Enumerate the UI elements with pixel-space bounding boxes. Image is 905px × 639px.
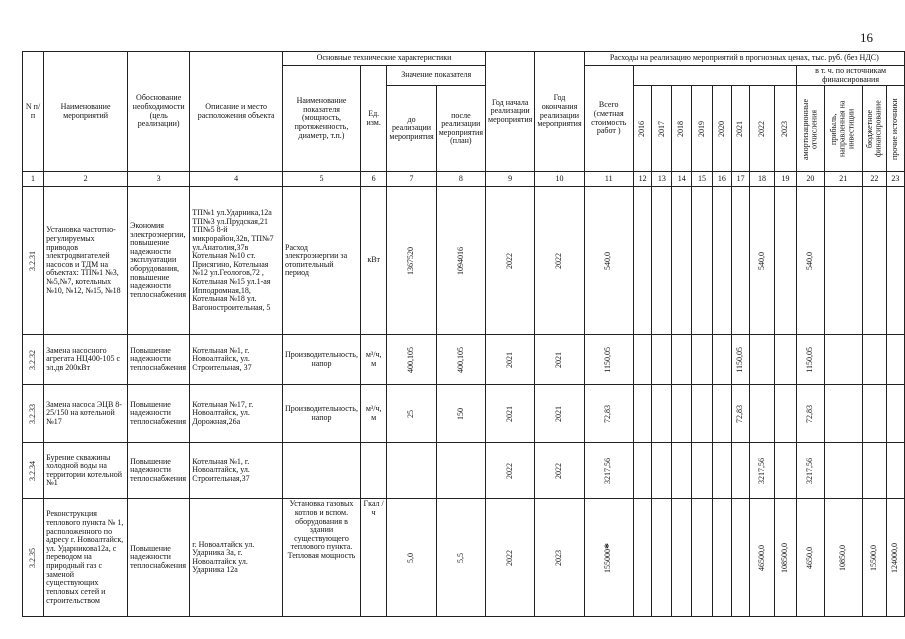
column-numbers-row — [23, 172, 905, 187]
column-number: 21 — [824, 172, 862, 187]
row-description: Котельная №17, г. Новоалтайск, ул. Дорожная,26а — [190, 385, 283, 443]
row-before: 400,105 — [406, 346, 416, 373]
table-row — [23, 335, 905, 385]
column-number: 6 — [360, 172, 386, 187]
row-end-year: 2021 — [554, 405, 564, 422]
row-before: 25 — [406, 409, 416, 418]
row-total: 540,0 — [603, 251, 613, 270]
header-tech-group: Основные технические характеристики — [283, 52, 486, 66]
row-indicator: Расход электроэнергии за отопительный период — [283, 187, 361, 335]
header-year: 2023 — [780, 120, 790, 137]
header-npp: N п/п — [23, 52, 44, 172]
header-indicator: Наименование показателя (мощность, протяженность, диаметр, т.п.) — [283, 66, 361, 172]
header-unit: Ед. изм. — [360, 66, 386, 172]
header-source-budget: бюджетное финансирование — [864, 100, 883, 158]
row-total: 3217,56 — [603, 457, 613, 484]
column-number: 4 — [190, 172, 283, 187]
row-end-year: 2022 — [554, 252, 564, 269]
column-number: 9 — [486, 172, 535, 187]
header-reason: Обоснование необходимости (цель реализации) — [128, 52, 190, 172]
header-start-year: Год начала реализации мероприятия — [486, 52, 535, 172]
row-unit: м³/ч, м — [360, 385, 386, 443]
row-name: Замена насосного агрегата НЦ400-105 с эл.дв 200кВт — [44, 335, 128, 385]
row-start-year: 2021 — [504, 351, 514, 368]
row-description: Котельная №1, г. Новоалтайск, ул. Строительная, 37 — [190, 335, 283, 385]
row-id: 3.2.31 — [27, 250, 37, 271]
column-number: 1 — [23, 172, 44, 187]
header-expense-group: Расходы на реализацию мероприятий в прогнозных ценах, тыс. руб. (без НДС) — [584, 52, 904, 66]
row-reason: Повышение надежности теплоснабжения — [128, 499, 190, 617]
header-description: Описание и место расположения объекта — [190, 52, 283, 172]
row-unit: кВт — [360, 187, 386, 335]
column-number: 14 — [672, 172, 692, 187]
row-reason: Повышение надежности теплоснабжения — [128, 335, 190, 385]
row-indicator: Производительность, напор — [283, 335, 361, 385]
column-number: 12 — [633, 172, 652, 187]
column-number: 8 — [436, 172, 485, 187]
row-2023: 108500,0 — [780, 542, 790, 573]
header-year: 2016 — [637, 120, 647, 137]
row-after: 150 — [455, 407, 465, 420]
row-name: Установка частотно-регулируемых приводов электродвигателей насосов и ТДМ на объектах: ТП№1 №3, №5,№7, котельных №10, №12, №15, №18 — [44, 187, 128, 335]
row-unit: Гкал /ч — [360, 499, 386, 617]
header-year: 2022 — [756, 120, 766, 137]
row-id: 3.2.32 — [27, 349, 37, 370]
row-after: 5,5 — [455, 552, 465, 563]
header-year: 2018 — [676, 120, 686, 137]
row-indicator: Производительность, напор — [283, 385, 361, 443]
column-number: 16 — [712, 172, 731, 187]
row-description: Котельная №1, г. Новоалтайск, ул. Строительная,37 — [190, 443, 283, 499]
row-after: 1094016 — [455, 246, 465, 275]
row-2022: 540,0 — [756, 251, 766, 270]
header-source-other: прочие источники — [890, 97, 900, 160]
row-end-year: 2021 — [554, 351, 564, 368]
row-end-year: 2023 — [554, 549, 564, 566]
header-name: Наименование мероприятий — [44, 52, 128, 172]
row-other: 124000,0 — [890, 542, 900, 573]
row-2022: 46500,0 — [756, 544, 766, 571]
page-number: 16 — [860, 30, 873, 45]
column-number: 5 — [283, 172, 361, 187]
row-total-mark: * — [601, 542, 616, 549]
row-amort: 4650,0 — [805, 546, 815, 569]
row-total: 72,83 — [603, 404, 613, 423]
row-start-year: 2022 — [504, 462, 514, 479]
header-value-group: Значение показателя — [387, 66, 486, 86]
row-2022: 3217,56 — [756, 457, 766, 484]
row-before: 1367520 — [406, 246, 416, 275]
row-id: 3.2.34 — [27, 460, 37, 481]
row-start-year: 2022 — [504, 549, 514, 566]
column-number: 15 — [692, 172, 713, 187]
header-source-profit: прибыль, направленная на инвестиции — [829, 100, 856, 157]
table-row — [23, 385, 905, 443]
column-number: 7 — [387, 172, 436, 187]
header-end-year: Год окончания реализации мероприятия — [535, 52, 584, 172]
header-year: 2017 — [656, 120, 666, 137]
row-total: 155000 — [603, 548, 613, 573]
row-start-year: 2021 — [504, 405, 514, 422]
row-amort: 72,83 — [805, 404, 815, 423]
header-year: 2021 — [735, 120, 745, 137]
row-after: 400,105 — [455, 346, 465, 373]
investment-table — [22, 51, 905, 617]
row-amort: 1150,05 — [805, 346, 815, 373]
column-number: 2 — [44, 172, 128, 187]
table-row — [23, 443, 905, 499]
row-id: 3.2.33 — [27, 403, 37, 424]
row-reason: Повышение надежности теплоснабжения — [128, 385, 190, 443]
row-before: 5,0 — [406, 552, 416, 563]
row-amort: 3217,56 — [805, 457, 815, 484]
row-profit: 10850,0 — [837, 544, 847, 571]
header-total: Всего (сметная стоимость работ ) — [584, 66, 633, 172]
column-number: 19 — [774, 172, 796, 187]
column-number: 23 — [886, 172, 904, 187]
header-year: 2020 — [716, 120, 726, 137]
column-number: 11 — [584, 172, 633, 187]
header-after: после реализации мероприятия (план) — [436, 86, 485, 172]
row-2021: 72,83 — [735, 404, 745, 423]
column-number: 18 — [750, 172, 775, 187]
row-total-wrap — [602, 543, 615, 573]
row-amort: 540,0 — [805, 251, 815, 270]
column-number: 3 — [128, 172, 190, 187]
row-start-year: 2022 — [504, 252, 514, 269]
table-row — [23, 499, 905, 617]
row-name: Реконструкция теплового пункта № 1, расположенного по адресу г. Новоалтайск, ул. Ударникова12а, с переводом на природный газ с заменой существующих тепловых сетей и строительством — [44, 499, 128, 617]
table-row — [23, 187, 905, 335]
column-number: 20 — [797, 172, 825, 187]
header-year: 2019 — [696, 120, 706, 137]
row-unit — [360, 443, 386, 499]
column-number: 13 — [652, 172, 672, 187]
column-number: 17 — [732, 172, 750, 187]
row-unit: м³/ч, м — [360, 335, 386, 385]
row-reason: Повышение надежности теплоснабжения — [128, 443, 190, 499]
row-description: ТП№1 ул.Ударника,12а ТП№3 ул.Прудская,21 ТП№5 8-й микрорайон,32в, ТП№7 ул.Анатолия,37в Котельная №10 ст. Присягино, Котельная №12 ул.Геологов,72 , Котельная №15 ул.1-ая Ипподромная,18, Котельная №18 ул. Вагоностроительная, 5 — [190, 187, 283, 335]
row-indicator — [283, 443, 361, 499]
header-before: до реализации мероприятия — [387, 86, 436, 172]
column-number: 22 — [862, 172, 886, 187]
header-source-amort: амортизационные отчисления — [800, 98, 819, 160]
row-name: Бурение скважины холодной воды на территории котельной №1 — [44, 443, 128, 499]
row-budget: 15500,0 — [869, 544, 879, 571]
row-end-year: 2022 — [554, 462, 564, 479]
row-total: 1150,05 — [603, 346, 613, 373]
row-id: 3.2.35 — [27, 547, 37, 568]
row-indicator: Установка газовых котлов и вспом. оборудования в здании существующего теплового пункта. Тепловая мощность — [283, 499, 361, 617]
row-2021: 1150,05 — [735, 346, 745, 373]
row-description: г. Новоалтайск ул. Ударника 3а, г. Новоалтайск ул. Ударника 12а — [190, 499, 283, 617]
header-source-group: в т. ч. по источникам финансирования — [797, 66, 905, 86]
row-name: Замена насоса ЭЦВ 8-25/150 на котельной №17 — [44, 385, 128, 443]
row-reason: Экономия электроэнергии, повышение надежности эксплуатации оборудования, повышение надежности теплоснабжения — [128, 187, 190, 335]
column-number: 10 — [535, 172, 584, 187]
